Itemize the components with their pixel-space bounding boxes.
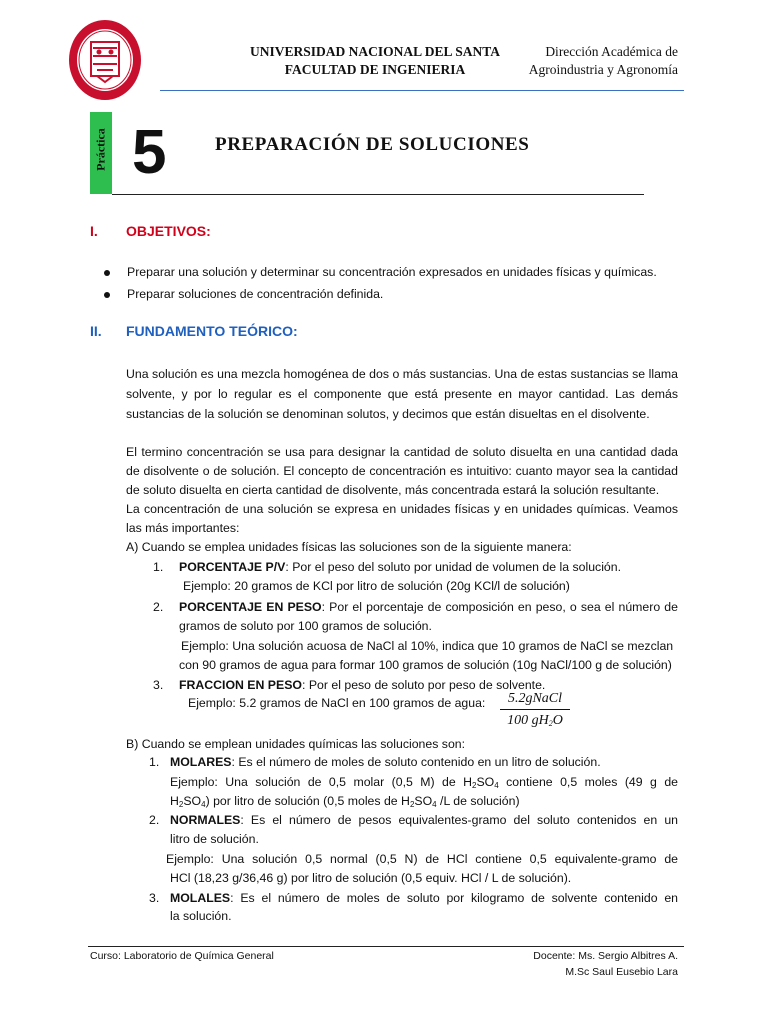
footer-course: Curso: Laboratorio de Química General (90, 950, 274, 962)
term-definition: : Es el número de moles de soluto contenido en un litro de solución. (231, 755, 601, 769)
chemical-units-intro: B) Cuando se emplean unidades químicas las soluciones son: (126, 737, 466, 751)
direction-label: Dirección Académica de (545, 44, 678, 59)
example-line: litro de solución. (170, 832, 259, 846)
paragraph-line: de disolvente o de solución. El concepto de concentración es intuitivo: cuanto mayor sea la cantidad (126, 464, 678, 478)
practice-title: PREPARACIÓN DE SOLUCIONES (215, 134, 530, 155)
example-line: $H_2SO_4$) por litro de solución (0,5 moles de $H_2SO_4$ /L de solución) (170, 794, 520, 809)
header-rule (160, 90, 684, 91)
term-definition: : Es el número de pesos equivalentes-gramo del soluto contenidos en un (240, 813, 678, 827)
bullet-icon (104, 270, 110, 276)
program-label: Agroindustria y Agronomía (528, 62, 678, 77)
paragraph-line: sustancias de la solución se denominan solutos, y decimos que están disueltas en el disolvente. (126, 407, 650, 421)
list-item (179, 598, 678, 617)
example-line: la solución. (170, 909, 232, 923)
term-label: PORCENTAJE P/V (179, 560, 286, 574)
list-item (170, 811, 678, 830)
fraction-formula (500, 690, 570, 733)
footer-teacher-2: M.Sc Saul Eusebio Lara (565, 966, 678, 978)
term-label: MOLALES (170, 891, 231, 905)
example-line: Ejemplo: 20 gramos de KCl por litro de solución (20g KCl/l de solución) (183, 579, 570, 593)
bullet-icon (104, 292, 110, 298)
fraction-bar (500, 709, 570, 710)
term-definition: : Por el porcentaje de composición en peso, o sea el número de (321, 600, 678, 614)
university-seal (67, 18, 143, 102)
list-item (170, 889, 678, 908)
list-number: 2. (153, 600, 164, 614)
list-number: 1. (153, 560, 164, 574)
university-name: UNIVERSIDAD NACIONAL DEL SANTA (250, 44, 500, 59)
list-number: 3. (153, 678, 164, 692)
fraction-numerator: 5.2gNaCl (507, 691, 563, 706)
example-line: Ejemplo: 5.2 gramos de NaCl en 100 gramos de agua: (188, 696, 486, 710)
list-number: 1. (149, 755, 160, 769)
example-line: con 90 gramos de agua para formar 100 gramos de solución (10g NaCl/100 g de solución) (179, 658, 672, 672)
list-item (179, 676, 545, 695)
paragraph-line: las más importantes: (126, 521, 240, 535)
section-2-title: FUNDAMENTO TEÓRICO: (126, 323, 298, 339)
practice-tag (90, 112, 112, 194)
paragraph-line: El termino concentración se usa para designar la cantidad de soluto disuelta en una cantidad dada (126, 445, 678, 459)
example-line: Ejemplo: Una solución acuosa de NaCl al 10%, indica que 10 gramos de NaCl se mezclan (181, 639, 674, 653)
section-1-number: I. (90, 223, 98, 239)
list-item (170, 753, 601, 772)
objective-item: Preparar una solución y determinar su concentración expresados en unidades físicas y químicas. (127, 265, 657, 279)
practice-tag-label: Práctica (93, 128, 108, 171)
term-definition: : Por el peso del soluto por unidad de volumen de la solución. (285, 560, 622, 574)
section-1-title: OBJETIVOS: (126, 223, 211, 239)
example-line: Ejemplo: Una solución de 0,5 molar (0,5 M) de $H_2SO_4$ contiene 0,5 moles (49 g de (170, 775, 678, 790)
paragraph-line: solvente, y por lo regular es el componente que está presente en mayor cantidad. Las demás (126, 387, 678, 401)
term-label: NORMALES (170, 813, 241, 827)
practice-number: 5 (132, 118, 167, 187)
list-number: 3. (149, 891, 160, 905)
term-definition: : Por el peso de soluto por peso de solvente. (301, 678, 546, 692)
footer-rule (88, 946, 684, 947)
term-definition: : Es el número de moles de soluto por kilogramo de solvente contenido en (230, 891, 678, 905)
paragraph-line: Una solución es una mezcla homogénea de dos o más sustancias. Una de estas sustancias se llama (126, 367, 678, 381)
term-label: PORCENTAJE EN PESO (179, 600, 322, 614)
fraction-denominator: 100 $gH_2O$ (507, 713, 563, 728)
term-label: MOLARES (170, 755, 232, 769)
list-item (179, 558, 621, 577)
title-rule (112, 194, 644, 195)
example-line: gramos de soluto por 100 gramos de solución. (179, 619, 432, 633)
physical-units-intro: A) Cuando se emplea unidades físicas las soluciones son de la siguiente manera: (126, 540, 572, 554)
footer-teacher-1: Docente: Ms. Sergio Albitres A. (533, 950, 678, 962)
term-label: FRACCION EN PESO (179, 678, 302, 692)
list-number: 2. (149, 813, 160, 827)
section-2-number: II. (90, 323, 102, 339)
example-line: Ejemplo: Una solución 0,5 normal (0,5 N) de HCl contiene 0,5 equivalente-gramo de (166, 852, 678, 866)
faculty-name: FACULTAD DE INGENIERIA (284, 62, 466, 77)
example-line: HCl (18,23 g/36,46 g) por litro de solución (0,5 equiv. HCl / L de solución). (170, 871, 572, 885)
objective-item: Preparar soluciones de concentración definida. (127, 287, 384, 301)
paragraph-line: La concentración de una solución se expresa en unidades físicas y en unidades químicas. Veamos (126, 502, 678, 516)
paragraph-line: de soluto disuelta en cierta cantidad de disolvente, más concentrada estará la solución resultante. (126, 483, 660, 497)
